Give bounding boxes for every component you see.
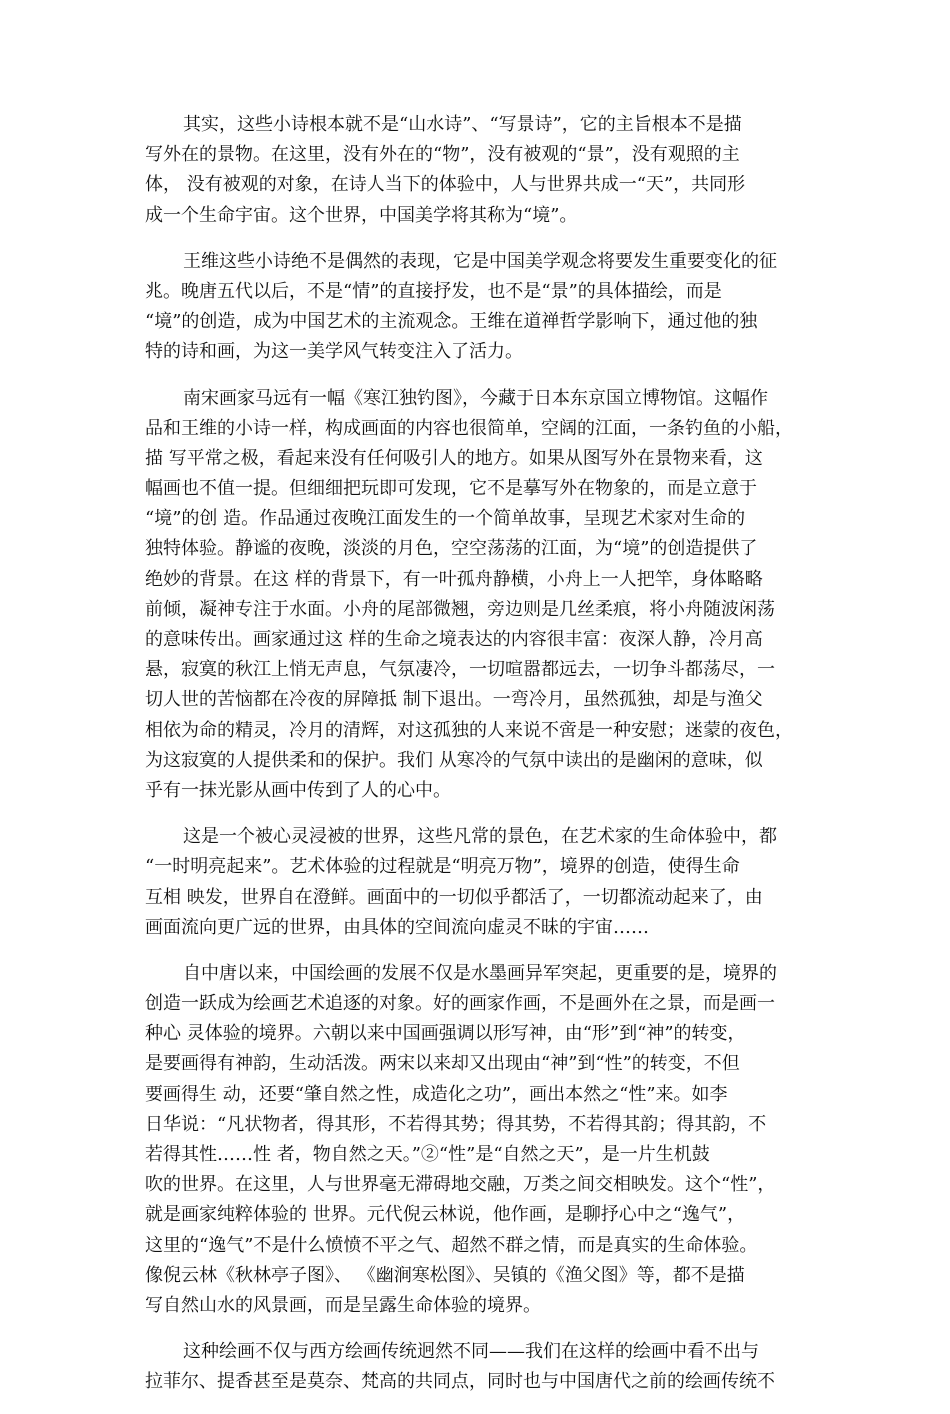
text-line [145, 170, 805, 200]
line-text: 就是画家纯粹体验的 世界。元代倪云林说，他作画，是聊抒心中之“逸气”， [145, 1204, 746, 1226]
text-line [145, 852, 805, 882]
line-text: 这是一个被心灵浸被的世界，这些凡常的景色，在艺术家的生命体验中，都 [183, 826, 777, 848]
line-text: 描 写平常之极，看起来没有任何吸引人的地方。如果从图写外在景物来看，这 [145, 447, 763, 469]
line-text: 画面流向更广远的世界，由具体的空间流向虚灵不昧的宇宙…… [145, 916, 649, 938]
line-text: 像倪云林《秋林亭子图》、 《幽涧寒松图》、吴镇的《渔父图》等，都不是描 [145, 1264, 745, 1286]
text-line [145, 1200, 805, 1230]
line-text: 若得其性……性 者，物自然之天。”②“性”是“自然之天”，是一片生机鼓 [145, 1144, 710, 1165]
paragraph [145, 822, 805, 943]
line-text: 品和王维的小诗一样，构成画面的内容也很简单，空阔的江面，一条钓鱼的小船， [145, 417, 793, 439]
line-text: 这里的“逸气”不是什么愤愤不平之气、超然不群之情，而是真实的生命体验。 [145, 1234, 758, 1256]
text-line [145, 1337, 805, 1367]
line-text: 写外在的景物。在这里，没有外在的“物”，没有被观的“景”，没有观照的主 [145, 144, 740, 166]
paragraph [145, 384, 805, 807]
text-line [145, 625, 805, 655]
text-line [145, 1110, 805, 1140]
line-text: 的意味传出。画家通过这 样的生命之境表达的内容很丰富：夜深人静，冷月高 [145, 629, 763, 650]
text-line [145, 1261, 805, 1291]
line-text: 悬，寂寞的秋江上悄无声息，气氛凄冷，一切喧嚣都远去，一切争斗都荡尽，一 [145, 659, 775, 681]
text-line [145, 989, 805, 1019]
line-text: 成一个生命宇宙。这个世界，中国美学将其称为“境”。 [145, 204, 578, 226]
line-text: 前倾，凝神专注于水面。小舟的尾部微翘，旁边则是几丝柔痕，将小舟随波闲荡 [145, 598, 775, 620]
text-line [145, 307, 805, 337]
text-line [145, 595, 805, 625]
text-line [145, 746, 805, 776]
line-text: 乎有一抹光影从画中传到了人的心中。 [145, 779, 451, 801]
text-line [145, 1140, 805, 1170]
line-text: 写自然山水的风景画，而是呈露生命体验的境界。 [145, 1294, 541, 1316]
text-line [145, 384, 805, 414]
line-text: 创造一跃成为绘画艺术追逐的对象。好的画家作画，不是画外在之景，而是画一 [145, 993, 775, 1015]
text-line [145, 247, 805, 277]
text-line [145, 140, 805, 170]
text-line [145, 1367, 805, 1397]
line-text: 是要画得有神韵，生动活泼。两宋以来却又出现由“神”到“性”的转变，不但 [145, 1053, 740, 1075]
line-text: 兆。晚唐五代以后，不是“情”的直接抒发，也不是“景”的具体描绘，而是 [145, 280, 722, 302]
text-line [145, 504, 805, 534]
text-line [145, 337, 805, 367]
text-line [145, 1231, 805, 1261]
text-line [145, 277, 805, 307]
text-line [145, 414, 805, 444]
text-line [145, 565, 805, 595]
line-text: 相依为命的精灵，冷月的清辉，对这孤独的人来说不啻是一种安慰；迷蒙的夜色， [145, 719, 793, 741]
line-text: 特的诗和画，为这一美学风气转变注入了活力。 [145, 341, 523, 363]
text-line [145, 1049, 805, 1079]
text-line [145, 534, 805, 564]
line-text: 独特体验。静谧的夜晚，淡淡的月色，空空荡荡的江面，为“境”的创造提供了 [145, 538, 758, 560]
text-line [145, 822, 805, 852]
text-line [145, 883, 805, 913]
line-text: 绝妙的背景。在这 样的背景下，有一叶孤舟静横，小舟上一人把竿，身体略略 [145, 568, 763, 590]
text-line [145, 776, 805, 806]
paragraph [145, 110, 805, 231]
text-line [145, 959, 805, 989]
text-line [145, 1291, 805, 1321]
line-text: 切人世的苦恼都在冷夜的屏障抵 制下退出。一弯冷月，虽然孤独，却是与渔父 [145, 689, 763, 711]
line-text: 幅画也不值一提。但细细把玩即可发现，它不是摹写外在物象的，而是立意于 [145, 478, 757, 500]
paragraph [145, 1337, 805, 1397]
text-line [145, 913, 805, 943]
line-text: 吹的世界。在这里，人与世界毫无滞碍地交融，万类之间交相映发。这个“性”， [145, 1174, 776, 1196]
line-text: 其实，这些小诗根本就不是“山水诗”、“写景诗”，它的主旨根本不是描 [183, 114, 742, 135]
line-text: 体， 没有被观的对象，在诗人当下的体验中，人与世界共成一“天”，共同形 [145, 174, 746, 196]
line-text: 互相 映发，世界自在澄鲜。画面中的一切似乎都活了，一切都流动起来了，由 [145, 886, 763, 908]
text-line [145, 1019, 805, 1049]
document-page [145, 110, 805, 1414]
line-text: 日华说：“凡状物者，得其形，不若得其势；得其势，不若得其韵；得其韵，不 [145, 1113, 767, 1135]
line-text: 这种绘画不仅与西方绘画传统迥然不同——我们在这样的绘画中看不出与 [183, 1341, 759, 1363]
text-line [145, 474, 805, 504]
line-text: 自中唐以来，中国绘画的发展不仅是水墨画异军突起，更重要的是，境界的 [183, 962, 777, 984]
paragraph [145, 959, 805, 1321]
text-line [145, 110, 805, 140]
text-line [145, 685, 805, 715]
line-text: “境”的创 造。作品通过夜晚江面发生的一个简单故事，呈现艺术家对生命的 [145, 508, 746, 530]
text-line [145, 655, 805, 685]
line-text: 南宋画家马远有一幅《寒江独钓图》，今藏于日本东京国立博物馆。这幅作 [183, 387, 768, 409]
line-text: 种心 灵体验的境界。六朝以来中国画强调以形写神，由“形”到“神”的转变， [145, 1023, 746, 1045]
paragraph [145, 247, 805, 368]
line-text: 要画得生 动，还要“肇自然之性，成造化之功”，画出本然之“性”来。如李 [145, 1083, 728, 1105]
text-line [145, 444, 805, 474]
line-text: 拉菲尔、提香甚至是莫奈、梵高的共同点，同时也与中国唐代之前的绘画传统不 [145, 1371, 775, 1393]
text-line [145, 1080, 805, 1110]
line-text: “一时明亮起来”。艺术体验的过程就是“明亮万物”，境界的创造，使得生命 [145, 856, 740, 878]
line-text: 为这寂寞的人提供柔和的保护。我们 从寒冷的气氛中读出的是幽闲的意味，似 [145, 749, 763, 771]
text-line [145, 201, 805, 231]
text-line [145, 1170, 805, 1200]
line-text: “境”的创造，成为中国艺术的主流观念。王维在道禅哲学影响下，通过他的独 [145, 311, 758, 333]
line-text: 王维这些小诗绝不是偶然的表现，它是中国美学观念将要发生重要变化的征 [183, 250, 777, 272]
text-line [145, 716, 805, 746]
